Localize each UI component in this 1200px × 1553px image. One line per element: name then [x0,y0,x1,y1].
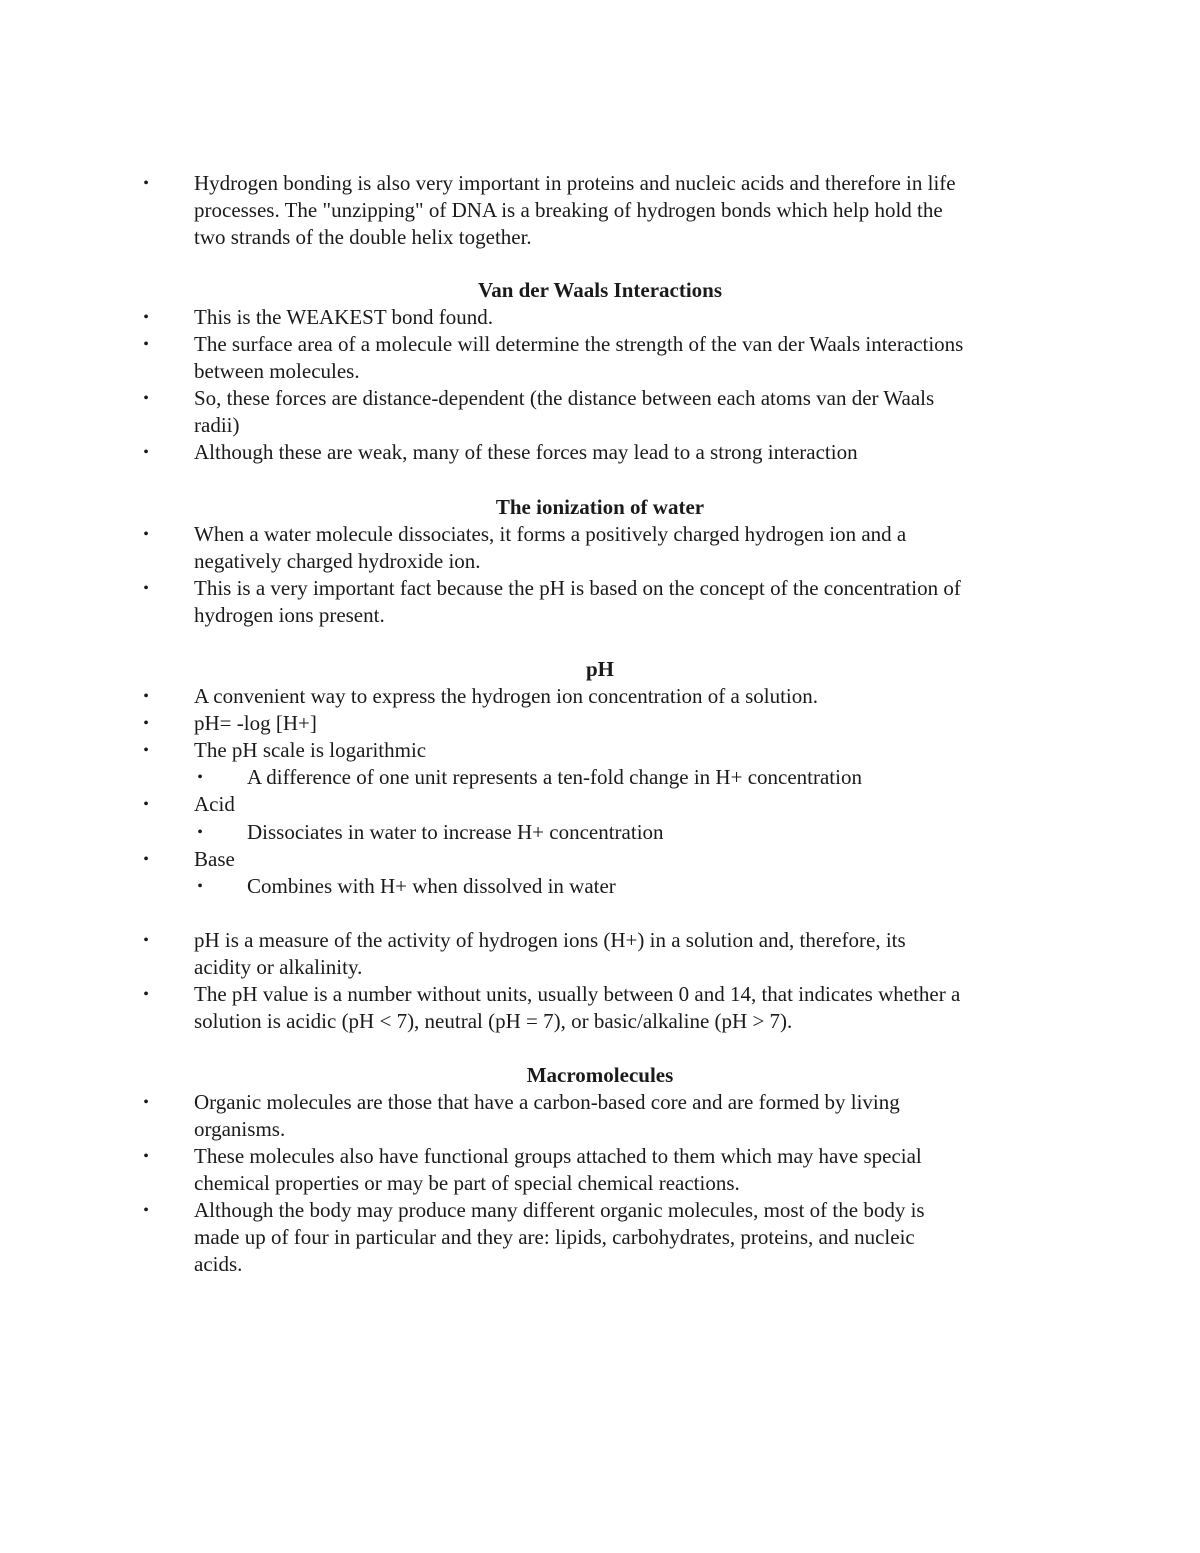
bullet-icon: • [143,796,149,813]
bullet-item-text: Hydrogen bonding is also very important in proteins and nucleic acids and therefore in life [194,171,956,195]
bullet-icon: • [143,851,149,868]
bullet-item-text: Base [194,847,235,871]
bullet-icon: • [143,526,149,543]
bullet-item-text: pH is a measure of the activity of hydrogen ions (H+) in a solution and, therefore, its [194,928,906,952]
bullet-item-text: A convenient way to express the hydrogen ion concentration of a solution. [194,684,819,708]
bullet-item-text: processes. The "unzipping" of DNA is a breaking of hydrogen bonds which help hold the [194,198,943,222]
bullet-item-text: So, these forces are distance-dependent (the distance between each atoms van der Waals [194,386,935,410]
bullet-item-text: between molecules. [194,359,360,383]
bullet-item-text: hydrogen ions present. [194,603,385,627]
bullet-icon: • [143,444,149,461]
sub-bullet-item-text: A difference of one unit represents a ten-fold change in H+ concentration [247,765,862,789]
bullet-icon: • [143,986,149,1003]
bullet-icon: • [197,769,203,786]
bullet-icon: • [143,1202,149,1219]
bullet-item-text: These molecules also have functional groups attached to them which may have special [194,1144,922,1168]
bullet-item-text: This is a very important fact because the pH is based on the concept of the concentration of [194,576,961,600]
sub-bullet-item-text: Dissociates in water to increase H+ concentration [247,820,664,844]
bullet-icon: • [197,878,203,895]
bullet-item-text: The pH scale is logarithmic [194,738,427,762]
bullet-icon: • [143,1148,149,1165]
bullet-item-text: solution is acidic (pH < 7), neutral (pH = 7), or basic/alkaline (pH > 7). [194,1009,793,1033]
sub-bullet-item-text: Combines with H+ when dissolved in water [247,874,616,898]
bullet-item-text: This is the WEAKEST bond found. [194,305,494,329]
bullet-item-text: organisms. [194,1117,286,1141]
bullet-item-text: When a water molecule dissociates, it forms a positively charged hydrogen ion and a [194,522,907,546]
bullet-item-text: The pH value is a number without units, usually between 0 and 14, that indicates whether a [194,982,961,1006]
bullet-item-text: Although these are weak, many of these forces may lead to a strong interaction [194,440,858,464]
section-heading: Van der Waals Interactions [477,278,723,302]
bullet-icon: • [143,932,149,949]
bullet-icon: • [143,742,149,759]
bullet-item-text: The surface area of a molecule will determine the strength of the van der Waals interactions [194,332,964,356]
bullet-icon: • [143,715,149,732]
section-heading: pH [585,657,614,681]
bullet-icon: • [143,580,149,597]
section-heading: The ionization of water [495,495,705,519]
bullet-icon: • [143,175,149,192]
section-heading: Macromolecules [526,1063,674,1087]
bullet-item-text: radii) [194,413,240,437]
bullet-icon: • [143,309,149,326]
bullet-icon: • [143,688,149,705]
bullet-item-text: Organic molecules are those that have a carbon-based core and are formed by living [194,1090,900,1114]
bullet-item-text: chemical properties or may be part of special chemical reactions. [194,1171,740,1195]
bullet-icon: • [143,1094,149,1111]
bullet-item-text: pH= -log [H+] [194,711,317,735]
bullet-item-text: negatively charged hydroxide ion. [194,549,481,573]
bullet-item-text: acidity or alkalinity. [194,955,363,979]
bullet-item-text: made up of four in particular and they are: lipids, carbohydrates, proteins, and nucleic [194,1225,915,1249]
bullet-item-text: acids. [194,1252,243,1276]
bullet-item-text: Acid [194,792,235,816]
bullet-item-text: Although the body may produce many different organic molecules, most of the body is [194,1198,925,1222]
bullet-icon: • [197,824,203,841]
bullet-item-text: two strands of the double helix together. [194,225,532,249]
bullet-icon: • [143,390,149,407]
bullet-icon: • [143,336,149,353]
